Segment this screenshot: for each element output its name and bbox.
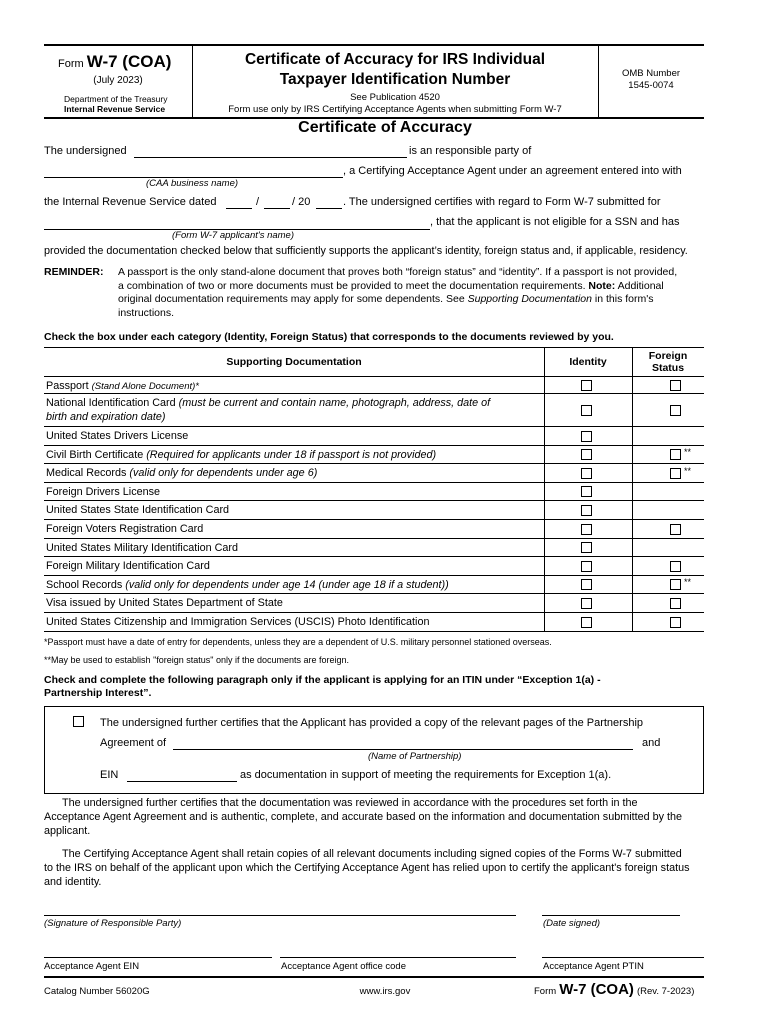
- foreign-status-checkbox[interactable]: [670, 468, 681, 479]
- doc-row-label: [46, 615, 536, 629]
- col-divider: [544, 576, 545, 594]
- omb-label: OMB Number: [621, 68, 681, 79]
- col-divider: [544, 520, 545, 539]
- identity-checkbox[interactable]: [581, 431, 592, 442]
- col-supporting-documentation: Supporting Documentation: [226, 356, 362, 368]
- supporting-documentation-ref: Supporting Documentation: [467, 293, 592, 305]
- and-label: and: [642, 737, 661, 749]
- identity-checkbox[interactable]: [581, 524, 592, 535]
- table-row: [44, 483, 704, 501]
- col-divider: [632, 520, 633, 539]
- col-divider: [544, 427, 545, 446]
- doc-row-label: [46, 429, 536, 443]
- date-month-field[interactable]: [226, 208, 252, 209]
- col-divider: [544, 394, 545, 427]
- footer-revision: (Rev. 7-2023): [636, 986, 695, 997]
- table-row: [44, 613, 704, 632]
- partnership-name-field[interactable]: [173, 749, 633, 750]
- table-row: [44, 394, 704, 427]
- col-divider: [632, 576, 633, 594]
- dept-treasury: Department of the Treasury: [64, 94, 168, 104]
- col-divider: [544, 613, 545, 632]
- col-divider: [544, 557, 545, 576]
- partnership-line-1: The undersigned further certifies that the Applicant has provided a copy of the relevant pages of the Partnership: [100, 717, 644, 729]
- date-slash-1: /: [256, 196, 260, 208]
- col-divider: [632, 594, 633, 613]
- doc-row-label: [46, 522, 536, 536]
- foreign-only-marker: **: [684, 577, 692, 587]
- form-prefix: Form: [58, 58, 84, 70]
- col-divider: [632, 427, 633, 446]
- identity-checkbox[interactable]: [581, 486, 592, 497]
- doc-note: (valid only for dependents under age 14 (under age 18 if a student)): [125, 579, 449, 591]
- form-header: [44, 44, 704, 119]
- doc-name: Visa issued by United States Department of State: [46, 597, 283, 609]
- date-signed-label: (Date signed): [543, 918, 601, 929]
- provided-documentation-text: provided the documentation checked below that sufficiently supports the applicant’s identity, foreign status and, if applicable, residency.: [44, 245, 688, 257]
- table-row: [44, 594, 704, 613]
- col-divider: [544, 594, 545, 613]
- partnership-heading-1: Check and complete the following paragraph only if the applicant is applying for an ITIN under “Exception 1(a) -: [44, 674, 601, 686]
- omb-number: 1545-0074: [628, 80, 674, 91]
- col-divider: [632, 557, 633, 576]
- see-publication: See Publication 4520: [350, 92, 440, 103]
- table-row: [44, 446, 704, 464]
- date-year-field[interactable]: [316, 208, 342, 209]
- applicant-name-label: (Form W-7 applicant's name): [172, 230, 295, 241]
- partnership-heading-2: Partnership Interest”.: [44, 687, 152, 699]
- reminder-line-2a: a combination of two or more documents must be provided to meet the documentation requirements.: [118, 279, 589, 292]
- reminder-line-3b: in this form's: [591, 293, 654, 305]
- partnership-checkbox[interactable]: [73, 716, 84, 727]
- irs-dated-text: the Internal Revenue Service dated: [44, 196, 217, 208]
- doc-row-label: [46, 485, 536, 499]
- doc-row-label: [46, 466, 536, 480]
- doc-name: Foreign Military Identification Card: [46, 560, 210, 572]
- footer-rule: [44, 976, 704, 978]
- table-row: [44, 520, 704, 539]
- table-instruction: Check the box under each category (Identity, Foreign Status) that corresponds to the documents reviewed by you.: [44, 331, 614, 343]
- reminder-line-1: A passport is the only stand-alone document that proves both “foreign status” and “identity”. If a passport is not provided,: [118, 266, 678, 278]
- partnership-heading: [44, 674, 601, 700]
- doc-name: School Records: [46, 579, 123, 591]
- doc-note: (Stand Alone Document)*: [91, 381, 199, 392]
- doc-name: Passport: [46, 380, 89, 392]
- doc-name: Foreign Voters Registration Card: [46, 523, 204, 535]
- irs-name: Internal Revenue Service: [64, 104, 166, 114]
- doc-name: Medical Records: [46, 467, 127, 479]
- col-divider: [544, 464, 545, 483]
- col-divider: [632, 377, 633, 394]
- reminder-line-2: [118, 280, 708, 294]
- col-divider: [632, 446, 633, 464]
- agent-ein-label: Acceptance Agent EIN: [44, 961, 140, 972]
- date-signed-field[interactable]: [542, 915, 680, 916]
- form-title-line2: Taxpayer Identification Number: [279, 71, 511, 88]
- signature-field[interactable]: [44, 915, 516, 916]
- agent-ptin-field[interactable]: [542, 957, 704, 958]
- doc-note: (valid only for dependents under age 6): [129, 467, 318, 479]
- doc-row-label: [46, 379, 536, 394]
- identity-checkbox[interactable]: [581, 617, 592, 628]
- foreign-status-checkbox[interactable]: [670, 598, 681, 609]
- caa-business-name-label: (CAA business name): [146, 178, 239, 189]
- certificate-heading: Certificate of Accuracy: [298, 119, 472, 136]
- agent-ptin-label: Acceptance Agent PTIN: [543, 961, 644, 972]
- closing-paragraph-1: [44, 796, 724, 838]
- col-divider: [632, 483, 633, 501]
- foreign-only-marker: **: [684, 447, 692, 457]
- doc-name: United States Military Identification Card: [46, 542, 239, 554]
- foreign-only-marker: **: [684, 466, 692, 476]
- reminder-label: REMINDER:: [44, 266, 104, 278]
- doc-note: (Required for applicants under 18 if passport is not provided): [146, 449, 437, 461]
- reminder-line-3a: original documentation requirements may apply for some dependents. See: [118, 293, 468, 305]
- identity-checkbox[interactable]: [581, 505, 592, 516]
- header-left: [44, 46, 193, 117]
- doc-table-header: [44, 347, 704, 377]
- col-divider: [632, 394, 633, 427]
- partnership-ein-field[interactable]: [127, 781, 237, 782]
- catalog-number: Catalog Number 56020G: [44, 986, 150, 997]
- header-center: [192, 46, 599, 117]
- doc-row-label: [46, 578, 536, 592]
- reminder-line-3: [118, 293, 708, 307]
- closing-p1-line1: The undersigned further certifies that the documentation was reviewed in accordance with the procedures set forth in the: [62, 797, 638, 809]
- doc-name: United States Citizenship and Immigration Services (USCIS) Photo Identification: [46, 616, 430, 628]
- col-divider: [632, 501, 633, 520]
- col-divider: [544, 446, 545, 464]
- responsible-party-text: is an responsible party of: [409, 145, 532, 157]
- footer-form-id: [534, 981, 694, 998]
- identity-checkbox[interactable]: [581, 542, 592, 553]
- reminder-line-2b: Additional: [615, 279, 664, 292]
- doc-row-label: [46, 396, 536, 424]
- identity-checkbox[interactable]: [581, 579, 592, 590]
- signature-label: (Signature of Responsible Party): [44, 918, 182, 929]
- col-foreign-status: [632, 350, 704, 374]
- foreign-status-checkbox[interactable]: [670, 579, 681, 590]
- doc-name: United States Drivers License: [46, 430, 189, 442]
- exception-text: as documentation in support of meeting the requirements for Exception 1(a).: [240, 769, 612, 781]
- table-row: [44, 576, 704, 594]
- closing-p2-line1: The Certifying Acceptance Agent shall retain copies of all relevant documents including signed copies of the Forms W-7 submitted: [62, 848, 682, 860]
- form-use-note: Form use only by IRS Certifying Acceptance Agents when submitting Form W-7: [228, 104, 562, 115]
- reminder-text: [118, 266, 708, 320]
- col-foreign-line2: Status: [651, 362, 685, 374]
- note-label: Note:: [588, 279, 616, 292]
- doc-note-2: birth and expiration date): [46, 411, 166, 423]
- certifies-text: . The undersigned certifies with regard to Form W-7 submitted for: [343, 196, 661, 208]
- identity-checkbox[interactable]: [581, 598, 592, 609]
- identity-checkbox[interactable]: [581, 561, 592, 572]
- table-row: [44, 539, 704, 557]
- doc-row-label: [46, 541, 536, 555]
- col-identity: Identity: [569, 356, 607, 368]
- footer-form-name: W-7 (COA): [559, 981, 634, 998]
- caa-agreement-text: , a Certifying Acceptance Agent under an agreement entered into with: [343, 165, 682, 177]
- doc-name: Foreign Drivers License: [46, 486, 161, 498]
- footer-form-prefix: Form: [534, 986, 557, 997]
- foreign-status-checkbox[interactable]: [670, 405, 681, 416]
- table-row: [44, 501, 704, 520]
- form-date: (July 2023): [93, 75, 143, 86]
- doc-name: United States State Identification Card: [46, 504, 230, 516]
- doc-name: National Identification Card: [46, 397, 176, 409]
- doc-name: Civil Birth Certificate: [46, 449, 144, 461]
- identity-checkbox[interactable]: [581, 405, 592, 416]
- date-slash-2: / 20: [292, 196, 311, 208]
- closing-p2-line3: and identity.: [44, 876, 102, 888]
- closing-p1-line3: applicant.: [44, 825, 91, 837]
- partnership-box: [44, 706, 704, 794]
- doc-row-label: [46, 559, 536, 573]
- table-row: [44, 557, 704, 576]
- col-foreign-line1: Foreign: [648, 350, 688, 362]
- date-day-field[interactable]: [264, 208, 290, 209]
- not-eligible-text: , that the applicant is not eligible for a SSN and has: [430, 216, 680, 228]
- agreement-of-label: Agreement of: [100, 737, 167, 749]
- footnote-foreign-status: **May be used to establish "foreign status" only if the documents are foreign.: [44, 655, 350, 665]
- identity-checkbox[interactable]: [581, 380, 592, 391]
- identity-checkbox[interactable]: [581, 449, 592, 460]
- irs-website: www.irs.gov: [359, 986, 411, 997]
- undersigned-name-field[interactable]: [134, 157, 407, 158]
- col-divider: [544, 539, 545, 557]
- foreign-status-checkbox[interactable]: [670, 380, 681, 391]
- foreign-status-checkbox[interactable]: [670, 524, 681, 535]
- doc-row-label: [46, 503, 536, 517]
- col-divider: [544, 483, 545, 501]
- agent-ein-field[interactable]: [44, 957, 272, 958]
- ein-label: EIN: [100, 769, 119, 781]
- col-divider: [632, 464, 633, 483]
- closing-p1-line2: Acceptance Agent Agreement and is authentic, complete, and accurate based on the information and documentation submitted by the: [44, 811, 683, 823]
- doc-row-label: [46, 596, 536, 610]
- agent-office-code-label: Acceptance Agent office code: [281, 961, 406, 972]
- footnote-passport: *Passport must have a date of entry for dependents, unless they are a dependent of U.S. military personnel stationed overseas.: [44, 637, 552, 647]
- closing-p2-line2: to the IRS on behalf of the applicant upon which the Certifying Acceptance Agent has relied upon to certify the applicant's foreign status: [44, 862, 690, 874]
- form-title-line1: Certificate of Accuracy for IRS Individual: [244, 51, 546, 68]
- foreign-status-checkbox[interactable]: [670, 449, 681, 460]
- form-name: W-7 (COA): [86, 52, 172, 71]
- table-row: [44, 464, 704, 483]
- doc-row-label: [46, 448, 536, 462]
- table-row: [44, 427, 704, 446]
- doc-note: (must be current and contain name, photograph, address, date of: [178, 397, 491, 409]
- foreign-status-checkbox[interactable]: [670, 561, 681, 572]
- identity-checkbox[interactable]: [581, 468, 592, 479]
- col-divider: [632, 613, 633, 632]
- undersigned-label: The undersigned: [44, 145, 127, 157]
- partnership-name-label: (Name of Partnership): [368, 751, 462, 762]
- header-right: [598, 46, 704, 117]
- foreign-status-checkbox[interactable]: [670, 617, 681, 628]
- closing-paragraph-2: [44, 847, 724, 889]
- reminder-line-4: instructions.: [118, 306, 175, 319]
- col-divider: [632, 539, 633, 557]
- agent-office-code-field[interactable]: [280, 957, 516, 958]
- col-divider: [544, 501, 545, 520]
- table-row: [44, 377, 704, 394]
- col-divider: [544, 377, 545, 394]
